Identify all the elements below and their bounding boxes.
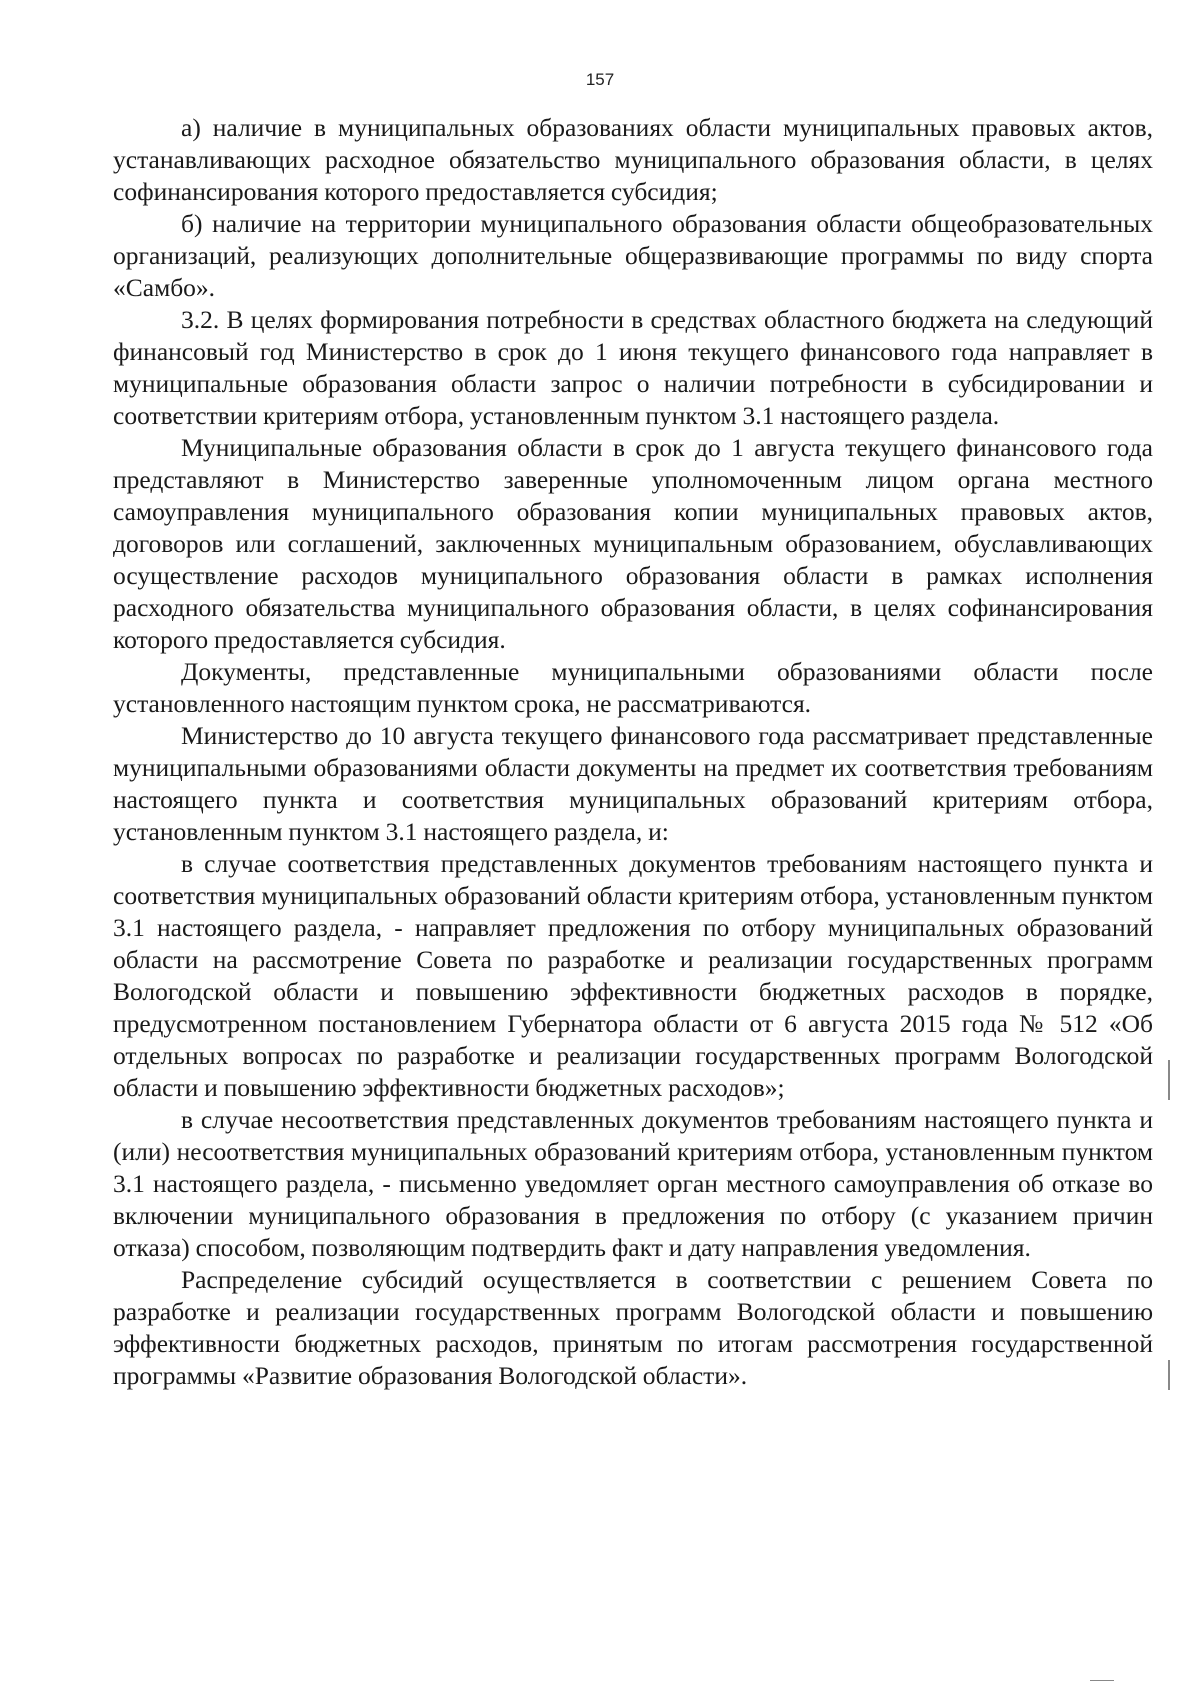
- paragraph-municipal-submission: Муниципальные образования области в срок до 1 августа текущего финансового года представляют в Министерство заверенные уполномоченным лицом органа местного самоуправления муниципального образования копии муниципальных правовых актов, договоров или соглашений, заключенных муниципальным образованием, обуславливающих осуществление расходов муниципального образования области в рамках исполнения расходного обязательства муниципального образования области, в целях софинансирования которого предоставляется субсидия.: [113, 433, 1153, 654]
- paragraph-criterion-a: а) наличие в муниципальных образованиях области муниципальных правовых актов, устанавливающих расходное обязательство муниципального образования области, в целях софинансирования которого предоставляется субсидия;: [113, 113, 1153, 206]
- page-number: 157: [585, 70, 615, 89]
- paragraph-distribution: Распределение субсидий осуществляется в соответствии с решением Совета по разработке и реализации государственных программ Вологодской области и повышению эффективности бюджетных расходов, принятым по итогам рассмотрения государственной программы «Развитие образования Вологодской области».: [113, 1265, 1153, 1390]
- paragraph-3-2: 3.2. В целях формирования потребности в средствах областного бюджета на следующий финансовый год Министерство в срок до 1 июня текущего финансового года направляет в муниципальные образования области запрос о наличии потребности в субсидировании и соответствии критериям отбора, установленным пунктом 3.1 настоящего раздела.: [113, 305, 1153, 430]
- scan-mark: [1168, 1060, 1170, 1100]
- paragraph-criterion-b: б) наличие на территории муниципального образования области общеобразовательных организаций, реализующих дополнительные общеразвивающие программы по виду спорта «Самбо».: [113, 209, 1153, 302]
- paragraph-ministry-review: Министерство до 10 августа текущего финансового года рассматривает представленные муниципальными образованиями области документы на предмет их соответствия требованиям настоящего пункта и соответствия муниципальных образований критериям отбора, установленным пунктом 3.1 настоящего раздела, и:: [113, 721, 1153, 846]
- document-body: [113, 112, 1153, 1392]
- scan-mark: [1090, 1680, 1114, 1681]
- paragraph-late-documents: Документы, представленные муниципальными образованиями области после установленного настоящим пунктом срока, не рассматриваются.: [113, 657, 1153, 718]
- scan-mark: [1168, 1360, 1170, 1390]
- paragraph-compliance-case: в случае соответствия представленных документов требованиям настоящего пункта и соответствия муниципальных образований области критериям отбора, установленным пунктом 3.1 настоящего раздела, - направляет предложения по отбору муниципальных образований области на рассмотрение Совета по разработке и реализации государственных программ Вологодской области и повышению эффективности бюджетных расходов в порядке, предусмотренном постановлением Губернатора области от 6 августа 2015 года № 512 «Об отдельных вопросах по разработке и реализации государственных программ Вологодской области и повышению эффективности бюджетных расходов»;: [113, 849, 1153, 1102]
- paragraph-noncompliance-case: в случае несоответствия представленных документов требованиям настоящего пункта и (или) несоответствия муниципальных образований критериям отбора, установленным пунктом 3.1 настоящего раздела, - письменно уведомляет орган местного самоуправления об отказе во включении муниципального образования в предложения по отбору (с указанием причин отказа) способом, позволяющим подтвердить факт и дату направления уведомления.: [113, 1105, 1153, 1262]
